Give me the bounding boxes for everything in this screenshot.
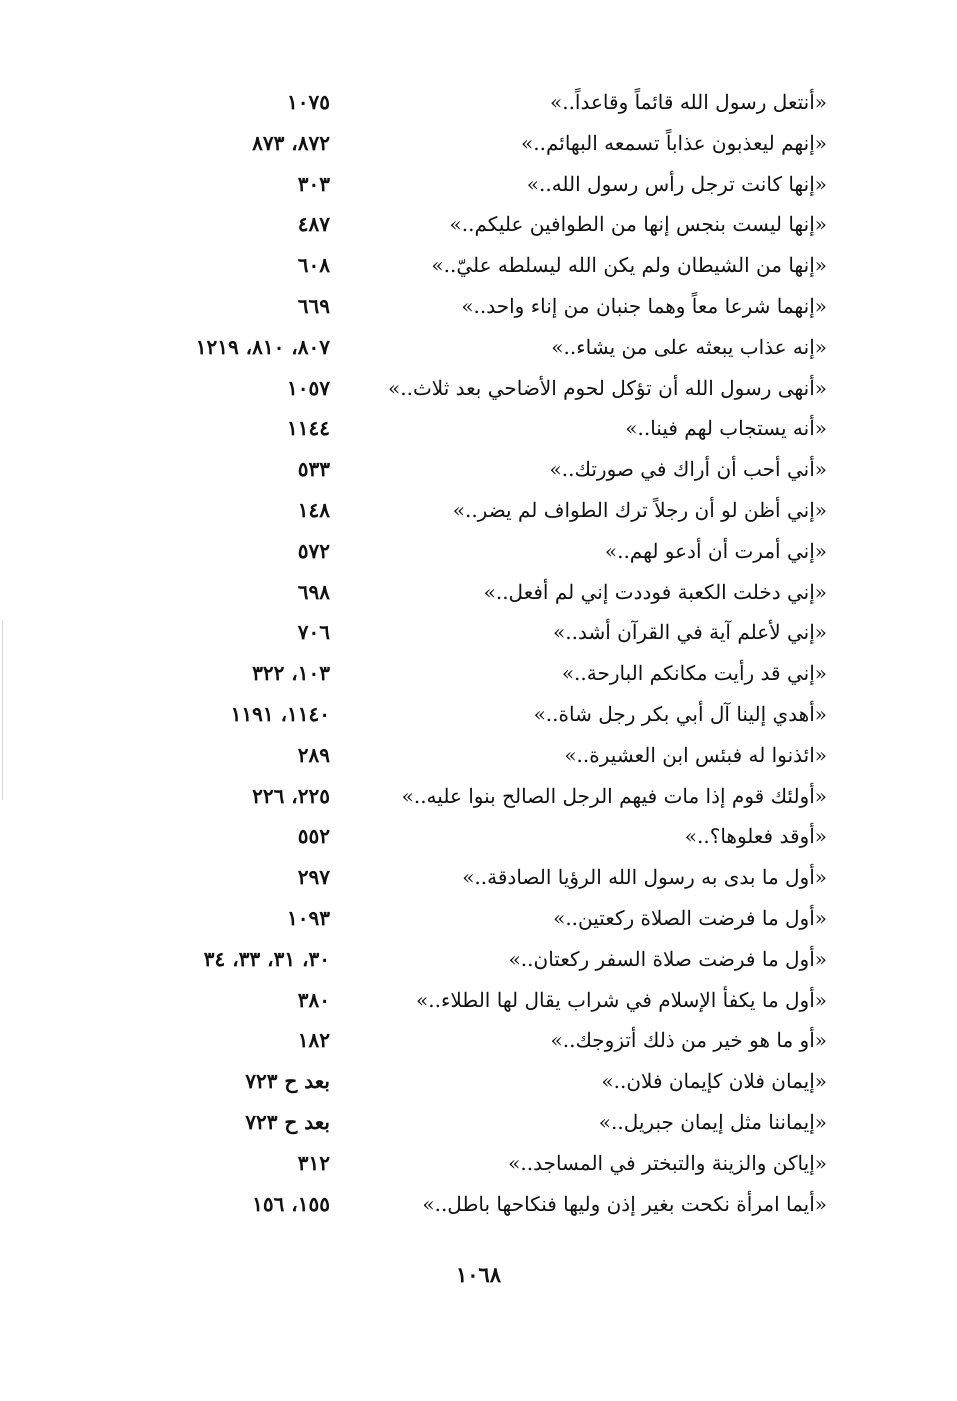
hadith-phrase: «إنها من الشيطان ولم يكن الله ليسلطه عليّ..» (431, 253, 827, 278)
hadith-index-list (0, 82, 957, 1224)
index-entry (0, 123, 957, 164)
hadith-phrase: «أنه يستجاب لهم فينا..» (625, 416, 827, 441)
index-entry (0, 816, 957, 857)
hadith-reference-numbers: ١٠٣، ٣٢٢ (252, 661, 330, 686)
hadith-reference-numbers: ٣٠، ٣١، ٣٣، ٣٤ (203, 946, 330, 971)
hadith-phrase: «إني أمرت أن أدعو لهم..» (604, 538, 827, 563)
hadith-phrase: «أول ما فرضت الصلاة ركعتين..» (553, 905, 827, 930)
hadith-reference-numbers: ١٠٧٥ (287, 90, 330, 114)
index-entry (0, 164, 957, 205)
hadith-phrase: «ائذنوا له فبئس ابن العشيرة..» (564, 742, 827, 767)
hadith-phrase: «إنهما شرعا معاً وهما جنبان من إناء واحد..» (461, 293, 827, 318)
hadith-phrase: «إيماننا مثل إيمان جبريل..» (598, 1109, 827, 1134)
hadith-phrase: «إني أظن لو أن رجلاً ترك الطواف لم يضر..» (452, 497, 827, 522)
index-entry (0, 776, 957, 817)
hadith-reference-numbers: ٣٠٣ (297, 171, 330, 196)
hadith-reference-numbers: ٥٥٢ (297, 824, 330, 849)
index-entry (0, 1184, 957, 1225)
hadith-reference-numbers: بعد ح ٧٢٣ (245, 1069, 330, 1094)
hadith-phrase: «أو ما هو خير من ذلك أتزوجك..» (550, 1028, 827, 1053)
index-entry (0, 898, 957, 939)
hadith-phrase: «إنها ليست بنجس إنها من الطوافين عليكم..» (449, 212, 827, 237)
hadith-phrase: «إيمان فلان كإيمان فلان..» (601, 1069, 827, 1094)
hadith-phrase: «أول ما بدى به رسول الله الرؤيا الصادقة..» (462, 865, 827, 890)
hadith-reference-numbers: ٢٨٩ (297, 742, 330, 767)
hadith-phrase: «أولئك قوم إذا مات فيهم الرجل الصالح بنوا عليه..» (401, 783, 827, 808)
hadith-reference-numbers: ٨٠٧، ٨١٠، ١٢١٩ (195, 334, 330, 359)
index-entry (0, 1102, 957, 1143)
index-entry (0, 612, 957, 653)
index-entry (0, 531, 957, 572)
hadith-reference-numbers: ١١٤٤ (287, 416, 330, 441)
hadith-reference-numbers: ٥٧٢ (297, 538, 330, 563)
index-entry (0, 286, 957, 327)
index-entry (0, 1020, 957, 1061)
index-entry (0, 490, 957, 531)
index-entry (0, 857, 957, 898)
hadith-reference-numbers: ٣١٢ (297, 1150, 330, 1175)
hadith-phrase: «أني أحب أن أراك في صورتك..» (549, 457, 827, 482)
hadith-phrase: «إني قد رأيت مكانكم البارحة..» (561, 661, 827, 686)
hadith-phrase: «إنه عذاب يبعثه على من يشاء..» (551, 334, 827, 359)
index-entry (0, 735, 957, 776)
hadith-reference-numbers: ٢٢٥، ٢٢٦ (252, 783, 330, 808)
hadith-phrase: «أنهى رسول الله أن تؤكل لحوم الأضاحي بعد ثلاث..» (388, 375, 827, 400)
hadith-phrase: «أيما امرأة نكحت بغير إذن وليها فنكاحها باطل..» (422, 1191, 827, 1216)
index-entry (0, 245, 957, 286)
hadith-phrase: «إني دخلت الكعبة فوددت إني لم أفعل..» (483, 579, 827, 604)
hadith-phrase: «أوقد فعلوها؟..» (684, 824, 827, 849)
hadith-reference-numbers: ٢٩٧ (297, 865, 330, 890)
hadith-reference-numbers: ١٥٥، ١٥٦ (252, 1191, 330, 1216)
index-entry (0, 82, 957, 123)
hadith-reference-numbers: ٥٣٣ (297, 457, 330, 482)
hadith-phrase: «أول ما فرضت صلاة السفر ركعتان..» (508, 946, 827, 971)
hadith-phrase: «أنتعل رسول الله قائماً وقاعداً..» (549, 90, 827, 114)
hadith-reference-numbers: ٤٨٧ (297, 212, 330, 237)
index-entry (0, 327, 957, 368)
index-entry (0, 980, 957, 1021)
index-entry (0, 204, 957, 245)
hadith-reference-numbers: ٨٧٢، ٨٧٣ (252, 130, 330, 155)
index-entry (0, 653, 957, 694)
hadith-reference-numbers: ٧٠٦ (297, 620, 330, 645)
hadith-reference-numbers: بعد ح ٧٢٣ (245, 1109, 330, 1134)
hadith-phrase: «إياكن والزينة والتبختر في المساجد..» (508, 1150, 827, 1175)
hadith-reference-numbers: ٦٩٨ (297, 579, 330, 604)
hadith-phrase: «إنهم ليعذبون عذاباً تسمعه البهائم..» (521, 130, 827, 155)
page-number: ١٠٦٨ (455, 1262, 502, 1287)
hadith-reference-numbers: ١٨٢ (297, 1028, 330, 1053)
hadith-reference-numbers: ١٠٥٧ (287, 375, 330, 400)
index-entry (0, 939, 957, 980)
hadith-reference-numbers: ١٤٨ (297, 497, 330, 522)
index-entry (0, 1061, 957, 1102)
hadith-phrase: «أهدي إلينا آل أبي بكر رجل شاة..» (533, 701, 827, 726)
index-entry (0, 1143, 957, 1184)
hadith-phrase: «إني لأعلم آية في القرآن أشد..» (553, 620, 827, 645)
hadith-phrase: «إنها كانت ترجل رأس رسول الله..» (526, 171, 827, 196)
index-entry (0, 694, 957, 735)
hadith-reference-numbers: ١١٤٠، ١١٩١ (230, 701, 330, 726)
hadith-reference-numbers: ٣٨٠ (297, 987, 330, 1012)
index-entry (0, 449, 957, 490)
index-entry (0, 572, 957, 613)
hadith-reference-numbers: ١٠٩٣ (287, 905, 330, 930)
index-entry (0, 408, 957, 449)
hadith-reference-numbers: ٦٠٨ (297, 253, 330, 278)
hadith-phrase: «أول ما يكفأ الإسلام في شراب يقال لها الطلاء..» (416, 987, 827, 1012)
hadith-reference-numbers: ٦٦٩ (297, 293, 330, 318)
index-entry (0, 368, 957, 409)
